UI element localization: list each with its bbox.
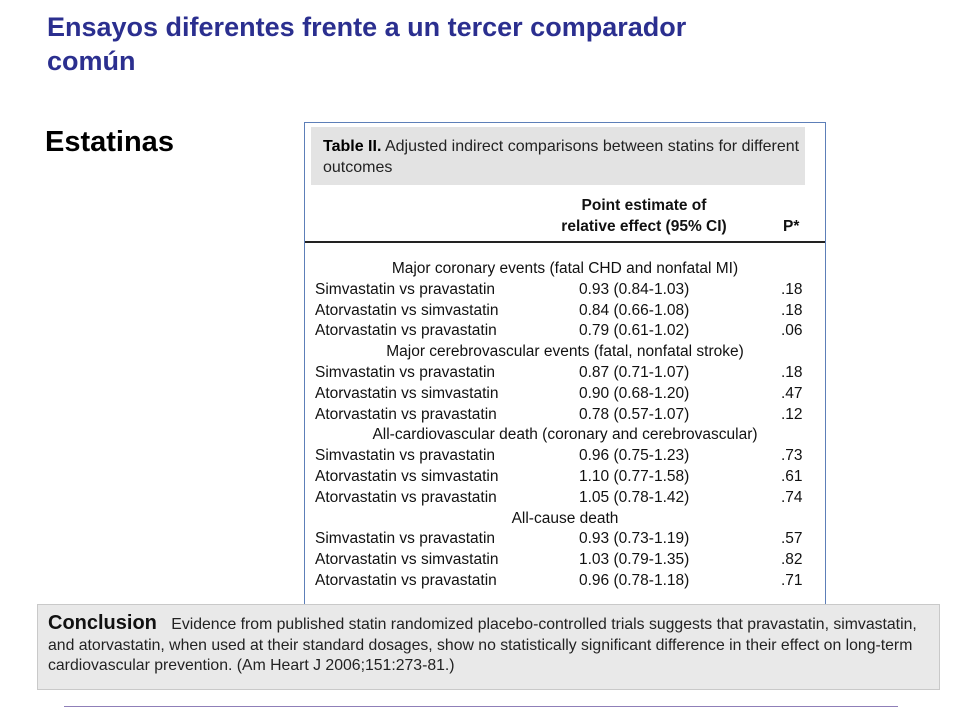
p-value-cell: .06: [781, 322, 803, 340]
group-header-row: [305, 425, 825, 446]
footer-divider: [64, 706, 898, 707]
table-caption-label: Table II.: [323, 138, 382, 155]
column-header-estimate: [549, 195, 739, 237]
comparison-cell: Atorvastatin vs pravastatin: [315, 322, 497, 340]
p-value-cell: .61: [781, 467, 803, 485]
group-title: Major coronary events (fatal CHD and nonfatal MI): [391, 260, 739, 277]
estimate-cell: 1.03 (0.79-1.35): [579, 551, 690, 569]
estimate-cell: 1.10 (0.77-1.58): [579, 467, 690, 485]
estimate-cell: 0.96 (0.75-1.23): [579, 447, 690, 465]
table-row: [305, 321, 825, 342]
estimate-cell: 0.90 (0.68-1.20): [579, 384, 690, 402]
estimate-cell: 0.93 (0.84-1.03): [579, 280, 690, 298]
estimate-cell: 0.84 (0.66-1.08): [579, 301, 690, 319]
conclusion-label: Conclusion: [48, 612, 157, 634]
column-header-estimate-line1: Point estimate of: [581, 197, 707, 214]
table-row: [305, 280, 825, 301]
p-value-cell: .71: [781, 571, 803, 589]
table-row: [305, 446, 825, 467]
p-value-cell: .12: [781, 405, 803, 423]
p-value-cell: .74: [781, 488, 803, 506]
comparison-cell: Simvastatin vs pravastatin: [315, 280, 496, 298]
comparison-cell: Atorvastatin vs pravastatin: [315, 488, 497, 506]
group-title: All-cause death: [511, 509, 619, 527]
group-header-row: [305, 509, 825, 530]
p-value-cell: .18: [781, 363, 803, 381]
p-value-cell: .82: [781, 551, 803, 569]
p-value-cell: .18: [781, 301, 803, 319]
group-title: Major cerebrovascular events (fatal, nonfatal stroke): [386, 343, 744, 361]
table-row: [305, 550, 825, 571]
table-body: [305, 259, 825, 592]
table-row: [305, 571, 825, 592]
p-value-cell: .73: [781, 447, 803, 465]
group-header-row: [305, 342, 825, 363]
estimate-cell: 1.05 (0.78-1.42): [579, 488, 690, 506]
table-row: [305, 529, 825, 550]
comparison-cell: Atorvastatin vs pravastatin: [315, 405, 497, 423]
estimate-cell: 0.93 (0.73-1.19): [579, 530, 690, 548]
table-row: [305, 301, 825, 322]
table-row: [305, 405, 825, 426]
table-caption: [311, 127, 805, 185]
slide-title: Ensayos diferentes frente a un tercer comparador común: [47, 12, 687, 76]
estimate-cell: 0.78 (0.57-1.07): [579, 405, 690, 423]
p-value-cell: .47: [781, 384, 803, 402]
p-value-cell: .18: [781, 280, 803, 298]
comparison-cell: Simvastatin vs pravastatin: [315, 363, 496, 381]
slide-subtitle: Estatinas: [45, 126, 174, 158]
comparison-cell: Simvastatin vs pravastatin: [315, 530, 496, 548]
table-row: [305, 363, 825, 384]
estimate-cell: 0.96 (0.78-1.18): [579, 571, 690, 589]
comparison-cell: Simvastatin vs pravastatin: [315, 447, 496, 465]
header-rule: [305, 241, 825, 243]
comparison-cell: Atorvastatin vs simvastatin: [315, 301, 499, 319]
estimate-cell: 0.87 (0.71-1.07): [579, 363, 690, 381]
column-header-estimate-line2: relative effect (95% CI): [561, 218, 727, 235]
conclusion-box: [37, 604, 940, 690]
comparison-cell: Atorvastatin vs simvastatin: [315, 467, 499, 485]
table-row: [305, 488, 825, 509]
column-header-p: P*: [783, 218, 800, 235]
table-row: [305, 384, 825, 405]
table-row: [305, 467, 825, 488]
conclusion-text: Evidence from published statin randomized placebo-controlled trials suggests that pravastatin, simvastatin, and atorvastatin, when used at their standard dosages, show no statistically significant difference in their effect on long-term cardiovascular prevention. (Am Heart J 2006;151:273-81.): [48, 616, 917, 674]
group-header-row: [305, 259, 825, 280]
p-value-cell: .57: [781, 530, 803, 548]
estimate-cell: 0.79 (0.61-1.02): [579, 322, 690, 340]
table-caption-text: Adjusted indirect comparisons between statins for different outcomes: [323, 138, 800, 176]
comparison-cell: Atorvastatin vs pravastatin: [315, 571, 497, 589]
table-image-panel: [304, 122, 826, 608]
group-title: All-cardiovascular death (coronary and cerebrovascular): [372, 426, 758, 444]
comparison-cell: Atorvastatin vs simvastatin: [315, 384, 499, 402]
comparison-cell: Atorvastatin vs simvastatin: [315, 551, 499, 569]
